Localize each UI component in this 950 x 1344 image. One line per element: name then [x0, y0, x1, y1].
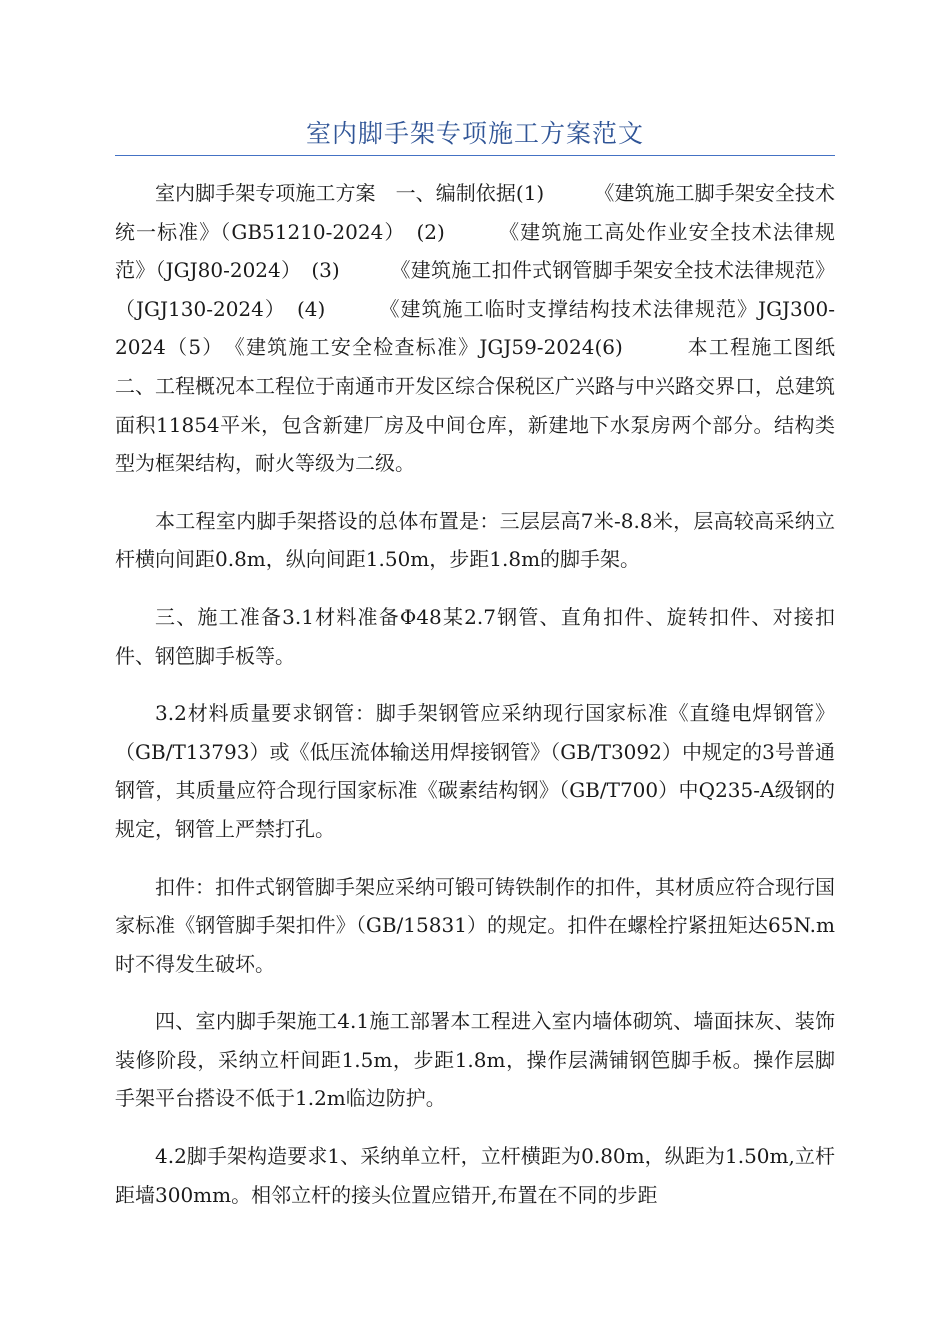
- paragraph-5: 扣件：扣件式钢管脚手架应采纳可锻可铸铁制作的扣件，其材质应符合现行国家标准《钢管脚手架扣件》（GB/15831）的规定。扣件在螺栓拧紧扭矩达65N.m时不得发生破坏。: [115, 874, 835, 976]
- document-title: 室内脚手架专项施工方案范文: [305, 119, 644, 148]
- paragraph-7: 4.2脚手架构造要求1、采纳单立杆，立杆横距为0.80m，纵距为1.50m,立杆距墙300mm。相邻立杆的接头位置应错开,布置在不同的步距: [115, 1144, 835, 1207]
- document-body: [115, 174, 855, 1233]
- paragraph-3: 三、施工准备3.1材料准备Φ48某2.7钢管、直角扣件、旋转扣件、对接扣件、钢笆脚手板等。: [115, 604, 835, 668]
- paragraph-4: 3.2材料质量要求钢管：脚手架钢管应采纳现行国家标准《直缝电焊钢管》（GB/T13793）或《低压流体输送用焊接钢管》（GB/T3092）中规定的3号普通钢管，其质量应符合现行国家标准《碳素结构钢》（GB/T700）中Q235-A级钢的规定，钢管上严禁打孔。: [115, 701, 835, 841]
- paragraph-2: 本工程室内脚手架搭设的总体布置是：三层层高7米-8.8米，层高较高采纳立杆横向间距0.8m，纵向间距1.50m，步距1.8m的脚手架。: [115, 508, 835, 572]
- paragraph-1: 室内脚手架专项施工方案 一、编制依据(1) 《建筑施工脚手架安全技术统一标准》（GB51210-2024） (2) 《建筑施工高处作业安全技术法律规范》（JGJ80-2024） (3) 《建筑施工扣件式钢管脚手架安全技术法律规范》（JGJ130-2024） (4) 《建筑施工临时支撑结构技术法律规范》JGJ300-2024（5） 《建筑施工安全检查标准》JGJ59-2024(6) 本工程施工图纸 二、工程概况本工程位于南通市开发区综合保税区广兴路与中兴路交界口，总建筑面积11854平米，包含新建厂房及中间仓库，新建地下水泵房两个部分。结构类型为框架结构，耐火等级为二级。: [115, 181, 855, 476]
- title-underline: [115, 155, 835, 156]
- paragraph-6: 四、室内脚手架施工4.1施工部署本工程进入室内墙体砌筑、墙面抹灰、装饰装修阶段，采纳立杆间距1.5m，步距1.8m，操作层满铺钢笆脚手板。操作层脚手架平台搭设不低于1.2m临边防护。: [115, 1009, 835, 1111]
